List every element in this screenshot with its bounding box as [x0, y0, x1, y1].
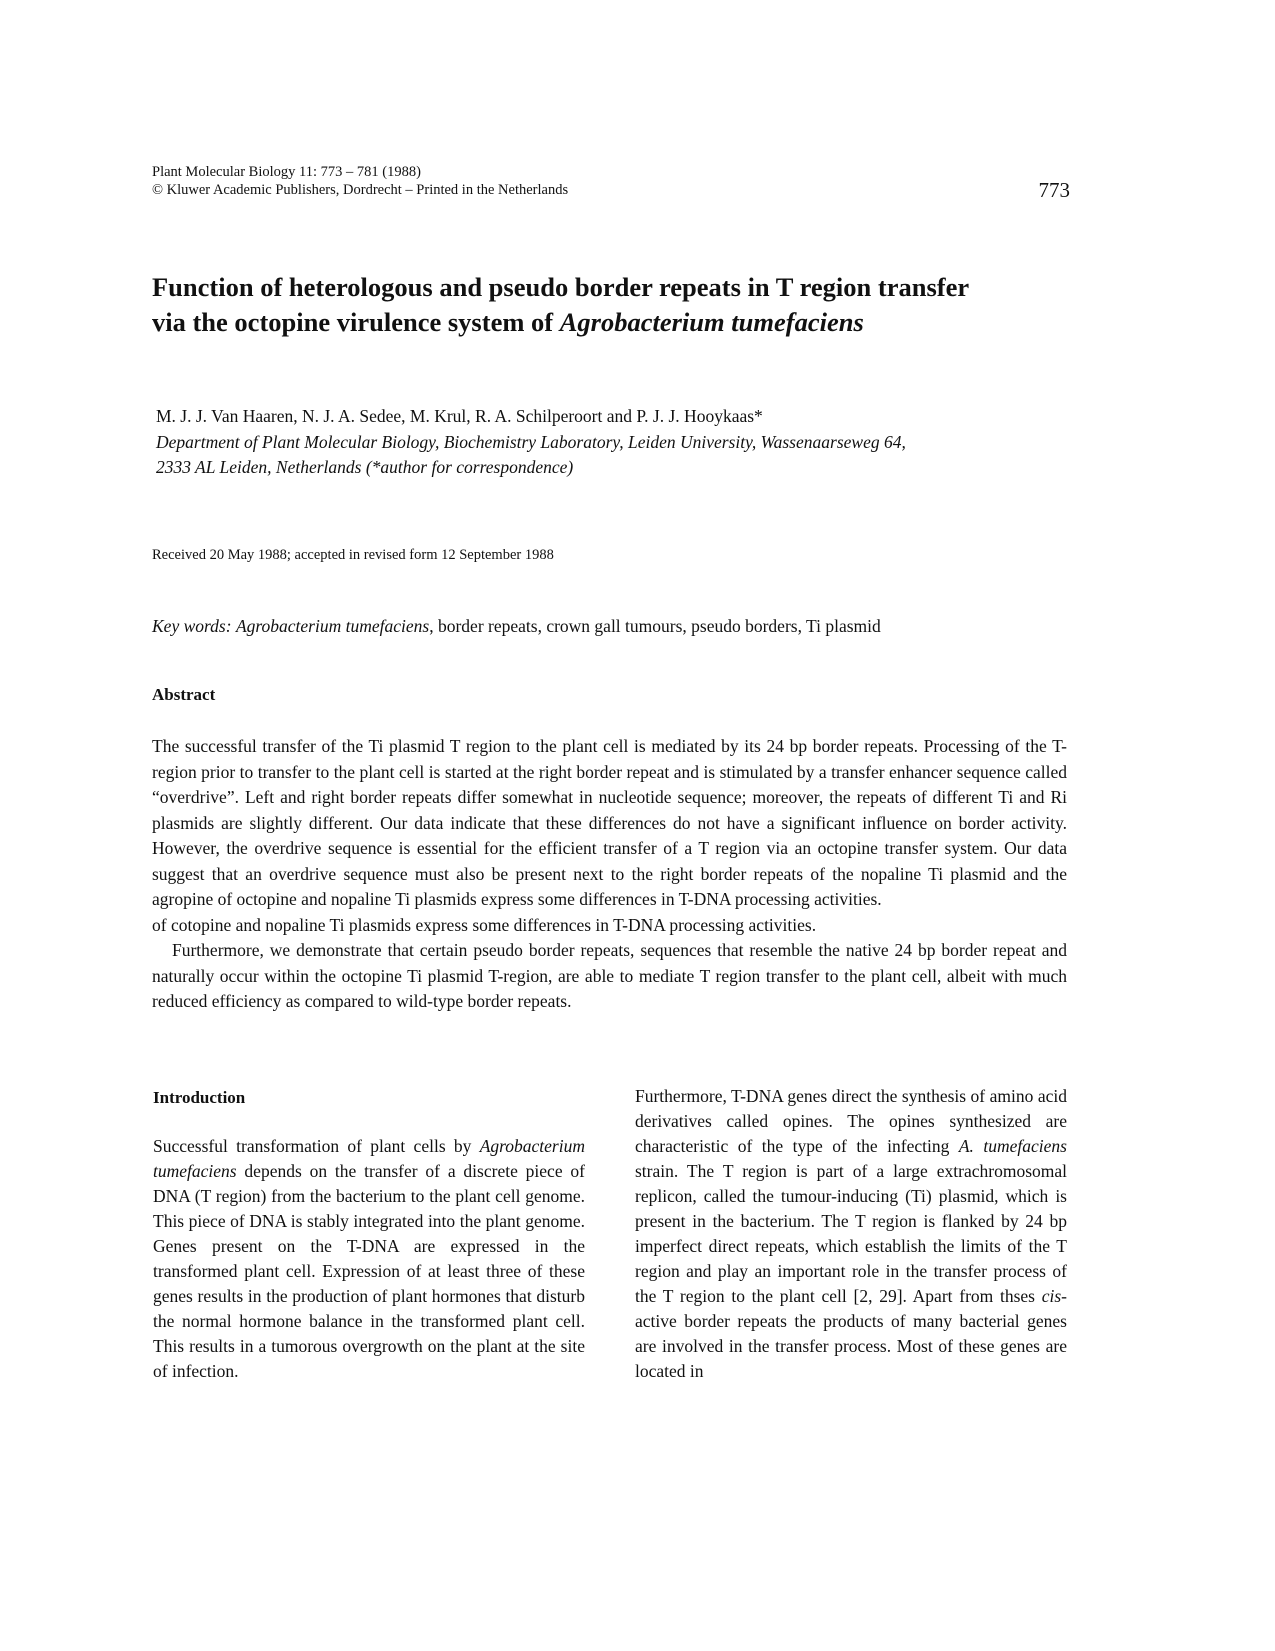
abstract-paragraph: of cotopine and nopaline Ti plasmids express some differences in T-DNA processing activities. — [152, 914, 817, 935]
title-line-2: via the octopine virulence system of — [152, 307, 560, 337]
paper-title — [152, 270, 1112, 340]
intro-text: strain. The T region is part of a large extrachromosomal replicon, called the tumour-inducing (Ti) plasmid, which is present in the bacterium. The T region is flanked by 24 bp imperfect direct repeats, which establish the limits of the T region and play an important role in the transfer process of the T region to the plant cell [2, 29]. Apart from thses — [635, 1161, 1067, 1306]
author-list: M. J. J. Van Haaren, N. J. A. Sedee, M. Krul, R. A. Schilperoort and P. J. J. Hooykaas* — [156, 406, 763, 426]
affiliation — [156, 430, 1116, 480]
intro-paragraph — [635, 1084, 1067, 1384]
abstract-heading: Abstract — [152, 685, 216, 704]
introduction-heading: Introduction — [153, 1088, 246, 1107]
intro-organism: Agrobacterium tumefaciens — [153, 1136, 585, 1181]
intro-organism: A. tumefaciens — [958, 1136, 1067, 1156]
intro-text: Successful transformation of plant cells by — [153, 1136, 480, 1156]
intro-column-right — [635, 1084, 1067, 1384]
keywords-label: Key words: — [152, 616, 232, 636]
received-date: Received 20 May 1988; accepted in revised form 12 September 1988 — [152, 547, 554, 563]
journal-header — [152, 163, 568, 199]
abstract-body — [152, 734, 1067, 1015]
intro-text: -active border repeats the products of many bacterial genes are involved in the transfer process. Most of these genes are located in — [635, 1286, 1067, 1381]
affiliation-line-1: Department of Plant Molecular Biology, Biochemistry Laboratory, Leiden University, Wassenaarseweg 64, — [156, 432, 906, 452]
intro-text: depends on the transfer of a discrete piece of DNA (T region) from the bacterium to the plant cell genome. This piece of DNA is stably integrated into the plant genome. Genes present on the T-DNA are expressed in the transformed plant cell. Expression of at least three of these genes results in the production of plant hormones that disturb the normal hormone balance in the transformed plant cell. This results in a tumorous overgrowth on the plant at the site of infection. — [153, 1161, 585, 1381]
title-organism: Agrobacterium tumefaciens — [559, 307, 864, 337]
abstract-paragraph: The successful transfer of the Ti plasmid T region to the plant cell is mediated by its 24 bp border repeats. Processing of the T-region prior to transfer to the plant cell is started at the right border repeat and is stimulated by a transfer enhancer sequence called “overdrive”. Left and right border repeats differ somewhat in nucleotide sequence; moreover, the repeats of different Ti and Ri plasmids are slightly different. Our data indicate that these differences do not have a significant influence on border activity. However, the overdrive sequence is essential for the efficient transfer of a T region via an octopine transfer system. Our data suggest that an overdrive sequence must also be present next to the right border repeats of the nopaline Ti plasmid and the agropine of octopine and nopaline Ti plasmids express some differences in T-DNA processing activities. — [152, 736, 1067, 909]
keywords-rest: , border repeats, crown gall tumours, pseudo borders, Ti plasmid — [429, 616, 881, 636]
keywords — [152, 614, 1132, 639]
intro-column-left — [153, 1134, 585, 1384]
keywords-organism: Agrobacterium tumefaciens — [235, 616, 430, 636]
title-line-1: Function of heterologous and pseudo border repeats in T region transfer — [152, 272, 970, 302]
journal-citation: Plant Molecular Biology 11: 773 – 781 (1988) — [152, 164, 421, 180]
abstract-paragraph: Furthermore, we demonstrate that certain pseudo border repeats, sequences that resemble the native 24 bp border repeat and naturally occur within the octopine Ti plasmid T-region, are able to mediate T region transfer to the plant cell, albeit with much reduced efficiency as compared to wild-type border repeats. — [152, 940, 1067, 1011]
publisher-line: © Kluwer Academic Publishers, Dordrecht – Printed in the Netherlands — [152, 182, 569, 198]
intro-term: cis — [1041, 1286, 1062, 1306]
page-number: 773 — [1038, 178, 1070, 202]
intro-paragraph — [153, 1134, 585, 1384]
intro-text: Furthermore, T-DNA genes direct the synthesis of amino acid derivatives called opines. The opines synthesized are characteristic of the type of the infecting — [635, 1086, 1067, 1156]
affiliation-line-2: 2333 AL Leiden, Netherlands (*author for correspondence) — [156, 457, 574, 477]
